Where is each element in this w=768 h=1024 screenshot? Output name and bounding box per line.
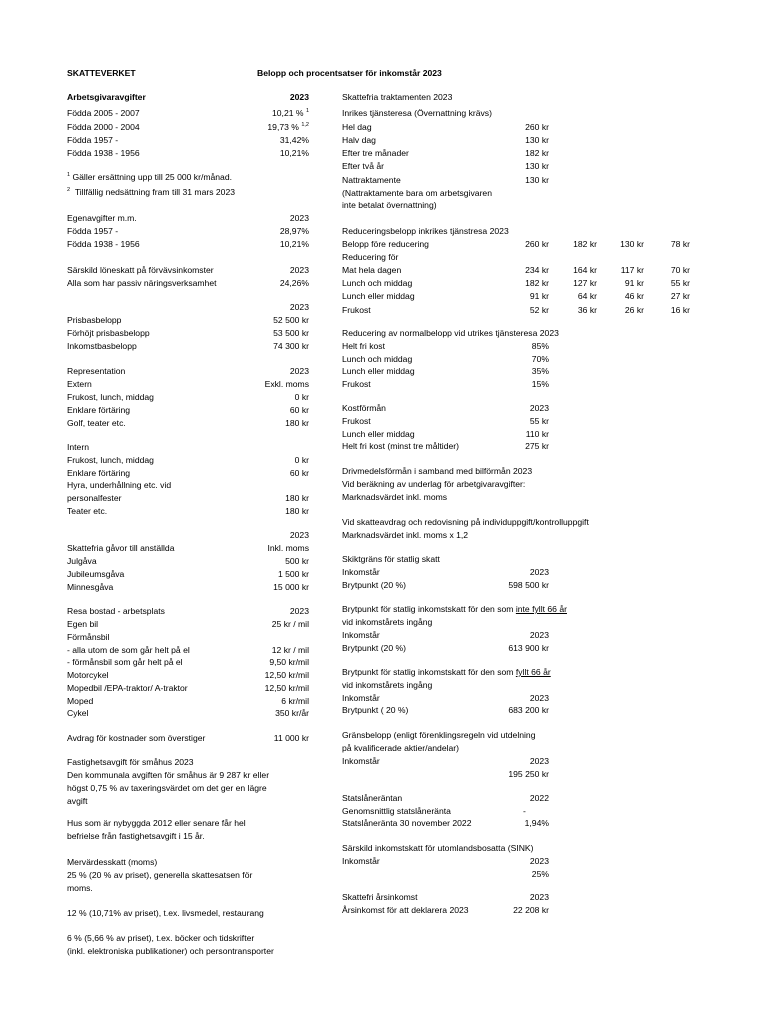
row-label: Hel dag [342, 122, 372, 132]
row-value: - [523, 806, 526, 816]
row-value: 180 kr [285, 506, 309, 516]
page-title: Belopp och procentsatser för inkomstår 2023 [257, 68, 442, 78]
gavor-year: 2023 [289, 530, 309, 540]
row-value: 683 200 kr [508, 705, 549, 715]
cell: 117 kr [620, 265, 644, 275]
row-label: Jubileumsgåva [67, 569, 125, 579]
drivmedel-line: Vid skatteavdrag och redovisning på individuppgift/kontrolluppgift [342, 517, 589, 527]
row-value: 9,50 kr/mil [269, 657, 309, 667]
cell: 70 kr [670, 265, 690, 275]
drivmedel-line: Vid beräkning av underlag för arbetgivaravgifter: [342, 479, 526, 489]
row-value: 28,97% [279, 226, 309, 236]
row-label: Födda 2005 - 2007 [67, 108, 140, 118]
row-value: 613 900 kr [508, 643, 549, 653]
row-label: Egen bil [67, 619, 99, 629]
row-value: 2023 [529, 630, 549, 640]
row-value: 130 kr [525, 175, 549, 185]
representation-heading: Representation [67, 366, 126, 376]
row-value: 19,73 % $^{1,2}$ [267, 122, 309, 132]
cell: 91 kr [624, 278, 644, 288]
row-label: Födda 1957 - [67, 226, 119, 236]
fastighet-line: befrielse från fastighetsavgift i 15 år. [67, 831, 205, 841]
row-label: Enklare förtäring [67, 405, 131, 415]
row-label: Halv dag [342, 135, 376, 145]
cell: 46 kr [624, 291, 644, 301]
row-value: 182 kr [525, 148, 549, 158]
intern-label: Intern [67, 442, 89, 452]
traktamenten-note: inte betalat övernattning) [342, 200, 437, 210]
row-label: Inkomstår [342, 693, 380, 703]
cell: 78 kr [670, 239, 690, 249]
row-value: 260 kr [525, 122, 549, 132]
row-label: Genomsnittlig statslåneränta [342, 806, 451, 816]
row-label: Cykel [67, 708, 89, 718]
moms-heading: Mervärdesskatt (moms) [67, 857, 158, 867]
row-value: 180 kr [285, 418, 309, 428]
loneskatt-heading: Särskild löneskatt på förvävsinkomster [67, 265, 214, 275]
row-value: 180 kr [285, 493, 309, 503]
cell: 164 kr [573, 265, 597, 275]
extern-note: Exkl. moms [264, 379, 309, 389]
row-label: - alla utom de som går helt på el [67, 645, 190, 655]
resa-heading: Resa bostad - arbetsplats [67, 606, 165, 616]
cell: 127 kr [573, 278, 597, 288]
row-label: Födda 1957 - [67, 135, 119, 145]
row-label: Förhöjt prisbasbelopp [67, 328, 150, 338]
representation-year: 2023 [289, 366, 309, 376]
moms-line: moms. [67, 883, 93, 893]
sink-heading: Särskild inkomstskatt för utomlandsbosatta (SINK) [342, 843, 534, 853]
row-value: 85% [531, 341, 549, 351]
moms-line: (inkl. elektroniska publikationer) och persontransporter [67, 946, 274, 956]
row-value: 60 kr [289, 468, 309, 478]
cell: 26 kr [624, 305, 644, 315]
row-label: Födda 2000 - 2004 [67, 122, 140, 132]
row-label: Lunch och middag [342, 278, 413, 288]
brytpunkt-66-sub: vid inkomstårets ingång [342, 680, 433, 690]
row-label: Brytpunkt ( 20 %) [342, 705, 409, 715]
traktamenten-sub: Inrikes tjänsteresa (Övernattning krävs) [342, 108, 492, 118]
row-value: 130 kr [525, 161, 549, 171]
footnote-1: $^1$ Gäller ersättning upp till 25 000 kr/månad. [67, 172, 233, 182]
row-value: 1,94% [524, 818, 549, 828]
row-value: 2023 [529, 856, 549, 866]
cell: 16 kr [670, 305, 690, 315]
resa-year: 2023 [289, 606, 309, 616]
row-value: 24,26% [279, 278, 309, 288]
normalbelopp-heading: Reducering av normalbelopp vid utrikes tjänsteresa 2023 [342, 328, 559, 338]
row-value: 22 208 kr [513, 905, 549, 915]
gavor-heading: Skattefria gåvor till anställda [67, 543, 175, 553]
row-label: Golf, teater etc. [67, 418, 126, 428]
row-value: 2023 [529, 567, 549, 577]
row-value: 10,21 % $^1$ [272, 108, 309, 118]
row-label: Brytpunkt (20 %) [342, 580, 406, 590]
gavor-note: Inkl. moms [267, 543, 309, 553]
row-label: Nattraktamente [342, 175, 401, 185]
cell: 55 kr [670, 278, 690, 288]
row-value: 31,42% [279, 135, 309, 145]
avdrag-value: 11 000 kr [273, 733, 309, 743]
row-value: 12,50 kr/mil [264, 683, 309, 693]
egenavgifter-heading: Egenavgifter m.m. [67, 213, 137, 223]
row-label: Födda 1938 - 1956 [67, 239, 140, 249]
cell: 64 kr [577, 291, 597, 301]
row-value: 110 kr [525, 429, 549, 439]
row-label: - förmånsbil som går helt på el [67, 657, 183, 667]
row-value: 25 kr / mil [271, 619, 309, 629]
row-value: 598 500 kr [508, 580, 549, 590]
drivmedel-line: Marknadsvärdet inkl. moms x 1,2 [342, 530, 469, 540]
fastighet-line: avgift [67, 796, 88, 806]
row-label: Inkomstbasbelopp [67, 341, 137, 351]
row-value: 350 kr/år [275, 708, 309, 718]
skiktgrans-heading: Skiktgräns för statlig skatt [342, 554, 440, 564]
row-value: 2023 [529, 756, 549, 766]
row-label: Födda 1938 - 1956 [67, 148, 140, 158]
row-label: Julgåva [67, 556, 97, 566]
row-value: 12 kr / mil [271, 645, 309, 655]
moms-line: 6 % (5,66 % av priset), t.ex. böcker och tidskrifter [67, 933, 255, 943]
row-label: Årsinkomst för att deklarera 2023 [342, 905, 469, 915]
kostforman-year: 2023 [529, 403, 549, 413]
row-value: 275 kr [525, 441, 549, 451]
row-label: Reducering för [342, 252, 399, 262]
row-value: 25% [531, 869, 549, 879]
row-value: 1 500 kr [277, 569, 309, 579]
row-label: Motorcykel [67, 670, 109, 680]
gransbelopp-sub: på kvalificerade aktier/andelar) [342, 743, 460, 753]
row-label: Inkomstår [342, 630, 380, 640]
row-label: Lunch eller middag [342, 291, 415, 301]
statslanerantan-heading: Statslåneräntan [342, 793, 403, 803]
statslanerantan-year: 2022 [529, 793, 549, 803]
row-label: Belopp före reducering [342, 239, 429, 249]
arsinkomst-year: 2023 [529, 892, 549, 902]
row-label: Frukost [342, 305, 371, 315]
cell: 36 kr [577, 305, 597, 315]
basbelopp-year: 2023 [289, 302, 309, 312]
fastighet-line: Hus som är nybyggda 2012 eller senare får hel [67, 818, 246, 828]
row-value: 10,21% [279, 148, 309, 158]
row-value: 195 250 kr [508, 769, 549, 779]
row-label: Inkomstår [342, 856, 380, 866]
brytpunkt-under66-heading: Brytpunkt för statlig inkomstskatt för den som inte fyllt 66 år [342, 604, 567, 614]
row-label: Enklare förtäring [67, 468, 131, 478]
row-label: Efter två år [342, 161, 385, 171]
row-value: 60 kr [289, 405, 309, 415]
brytpunkt-66-heading: Brytpunkt för statlig inkomstskatt för den som fyllt 66 år [342, 667, 551, 677]
row-label: Moped [67, 696, 94, 706]
egenavgifter-year: 2023 [289, 213, 309, 223]
brytpunkt-under66-sub: vid inkomstårets ingång [342, 617, 433, 627]
row-label: Frukost [342, 416, 371, 426]
row-value: 10,21% [279, 239, 309, 249]
row-label: Brytpunkt (20 %) [342, 643, 406, 653]
row-label: Frukost [342, 379, 371, 389]
row-value: 2023 [529, 693, 549, 703]
row-label: personalfester [67, 493, 122, 503]
row-value: 0 kr [294, 455, 309, 465]
row-label: Mat hela dagen [342, 265, 402, 275]
row-value: 500 kr [285, 556, 309, 566]
loneskatt-year: 2023 [289, 265, 309, 275]
cell: 182 kr [525, 278, 549, 288]
row-value: 52 500 kr [273, 315, 309, 325]
fastighet-heading: Fastighetsavgift för småhus 2023 [67, 757, 194, 767]
row-label: Efter tre månader [342, 148, 409, 158]
row-value: 12,50 kr/mil [264, 670, 309, 680]
fastighet-line: högst 0,75 % av taxeringsvärdet om det ger en lägre [67, 783, 267, 793]
row-label: Hyra, underhållning etc. vid [67, 480, 172, 490]
cell: 234 kr [525, 265, 549, 275]
row-label: Helt fri kost [342, 341, 385, 351]
row-value: 74 300 kr [273, 341, 309, 351]
cell: 260 kr [525, 239, 549, 249]
arbetsgivaravgifter-year: 2023 [289, 92, 309, 102]
footnote-2: $^2$ Tillfällig nedsättning fram till 31 mars 2023 [67, 187, 236, 197]
row-label: Teater etc. [67, 506, 108, 516]
row-label: Minnesgåva [67, 582, 114, 592]
gransbelopp-heading: Gränsbelopp (enligt förenklingsregeln vid utdelning [342, 730, 536, 740]
row-value: 55 kr [529, 416, 549, 426]
row-label: Mopedbil /EPA-traktor/ A-traktor [67, 683, 188, 693]
avdrag-label: Avdrag för kostnader som överstiger [67, 733, 206, 743]
row-label: Prisbasbelopp [67, 315, 122, 325]
cell: 182 kr [573, 239, 597, 249]
row-label: Lunch eller middag [342, 429, 415, 439]
arsinkomst-heading: Skattefri årsinkomst [342, 892, 418, 902]
row-value: 6 kr/mil [281, 696, 309, 706]
cell: 91 kr [529, 291, 549, 301]
row-value: 70% [531, 354, 549, 364]
fastighet-line: Den kommunala avgiften för småhus är 9 287 kr eller [67, 770, 270, 780]
row-label: Inkomstår [342, 756, 380, 766]
drivmedel-line: Marknadsvärdet inkl. moms [342, 492, 448, 502]
row-label: Lunch och middag [342, 354, 413, 364]
row-label: Inkomstår [342, 567, 380, 577]
row-value: 53 500 kr [273, 328, 309, 338]
extern-label: Extern [67, 379, 92, 389]
moms-line: 12 % (10,71% av priset), t.ex. livsmedel, restaurang [67, 908, 264, 918]
row-label: Alla som har passiv näringsverksamhet [67, 278, 217, 288]
row-label: Lunch eller middag [342, 366, 415, 376]
reducering-heading: Reduceringsbelopp inkrikes tjänstresa 2023 [342, 226, 509, 236]
traktamenten-heading: Skattefria traktamenten 2023 [342, 92, 453, 102]
row-value: 0 kr [294, 392, 309, 402]
row-value: 35% [531, 366, 549, 376]
row-label: Helt fri kost (minst tre måltider) [342, 441, 459, 451]
row-label: Förmånsbil [67, 632, 110, 642]
cell: 27 kr [670, 291, 690, 301]
row-label: Frukost, lunch, middag [67, 392, 154, 402]
row-label: Statslåneränta 30 november 2022 [342, 818, 472, 828]
cell: 52 kr [529, 305, 549, 315]
row-value: 15 000 kr [273, 582, 309, 592]
row-value: 130 kr [525, 135, 549, 145]
row-value: 15% [531, 379, 549, 389]
cell: 130 kr [620, 239, 644, 249]
traktamenten-note: (Nattraktamente bara om arbetsgivaren [342, 188, 492, 198]
moms-line: 25 % (20 % av priset), generella skattesatsen för [67, 870, 253, 880]
drivmedel-heading: Drivmedelsförmån i samband med bilförmån 2023 [342, 466, 533, 476]
arbetsgivaravgifter-heading: Arbetsgivaravgifter [67, 92, 146, 102]
kostforman-heading: Kostförmån [342, 403, 386, 413]
row-label: Frukost, lunch, middag [67, 455, 154, 465]
org-name: SKATTEVERKET [67, 68, 136, 78]
